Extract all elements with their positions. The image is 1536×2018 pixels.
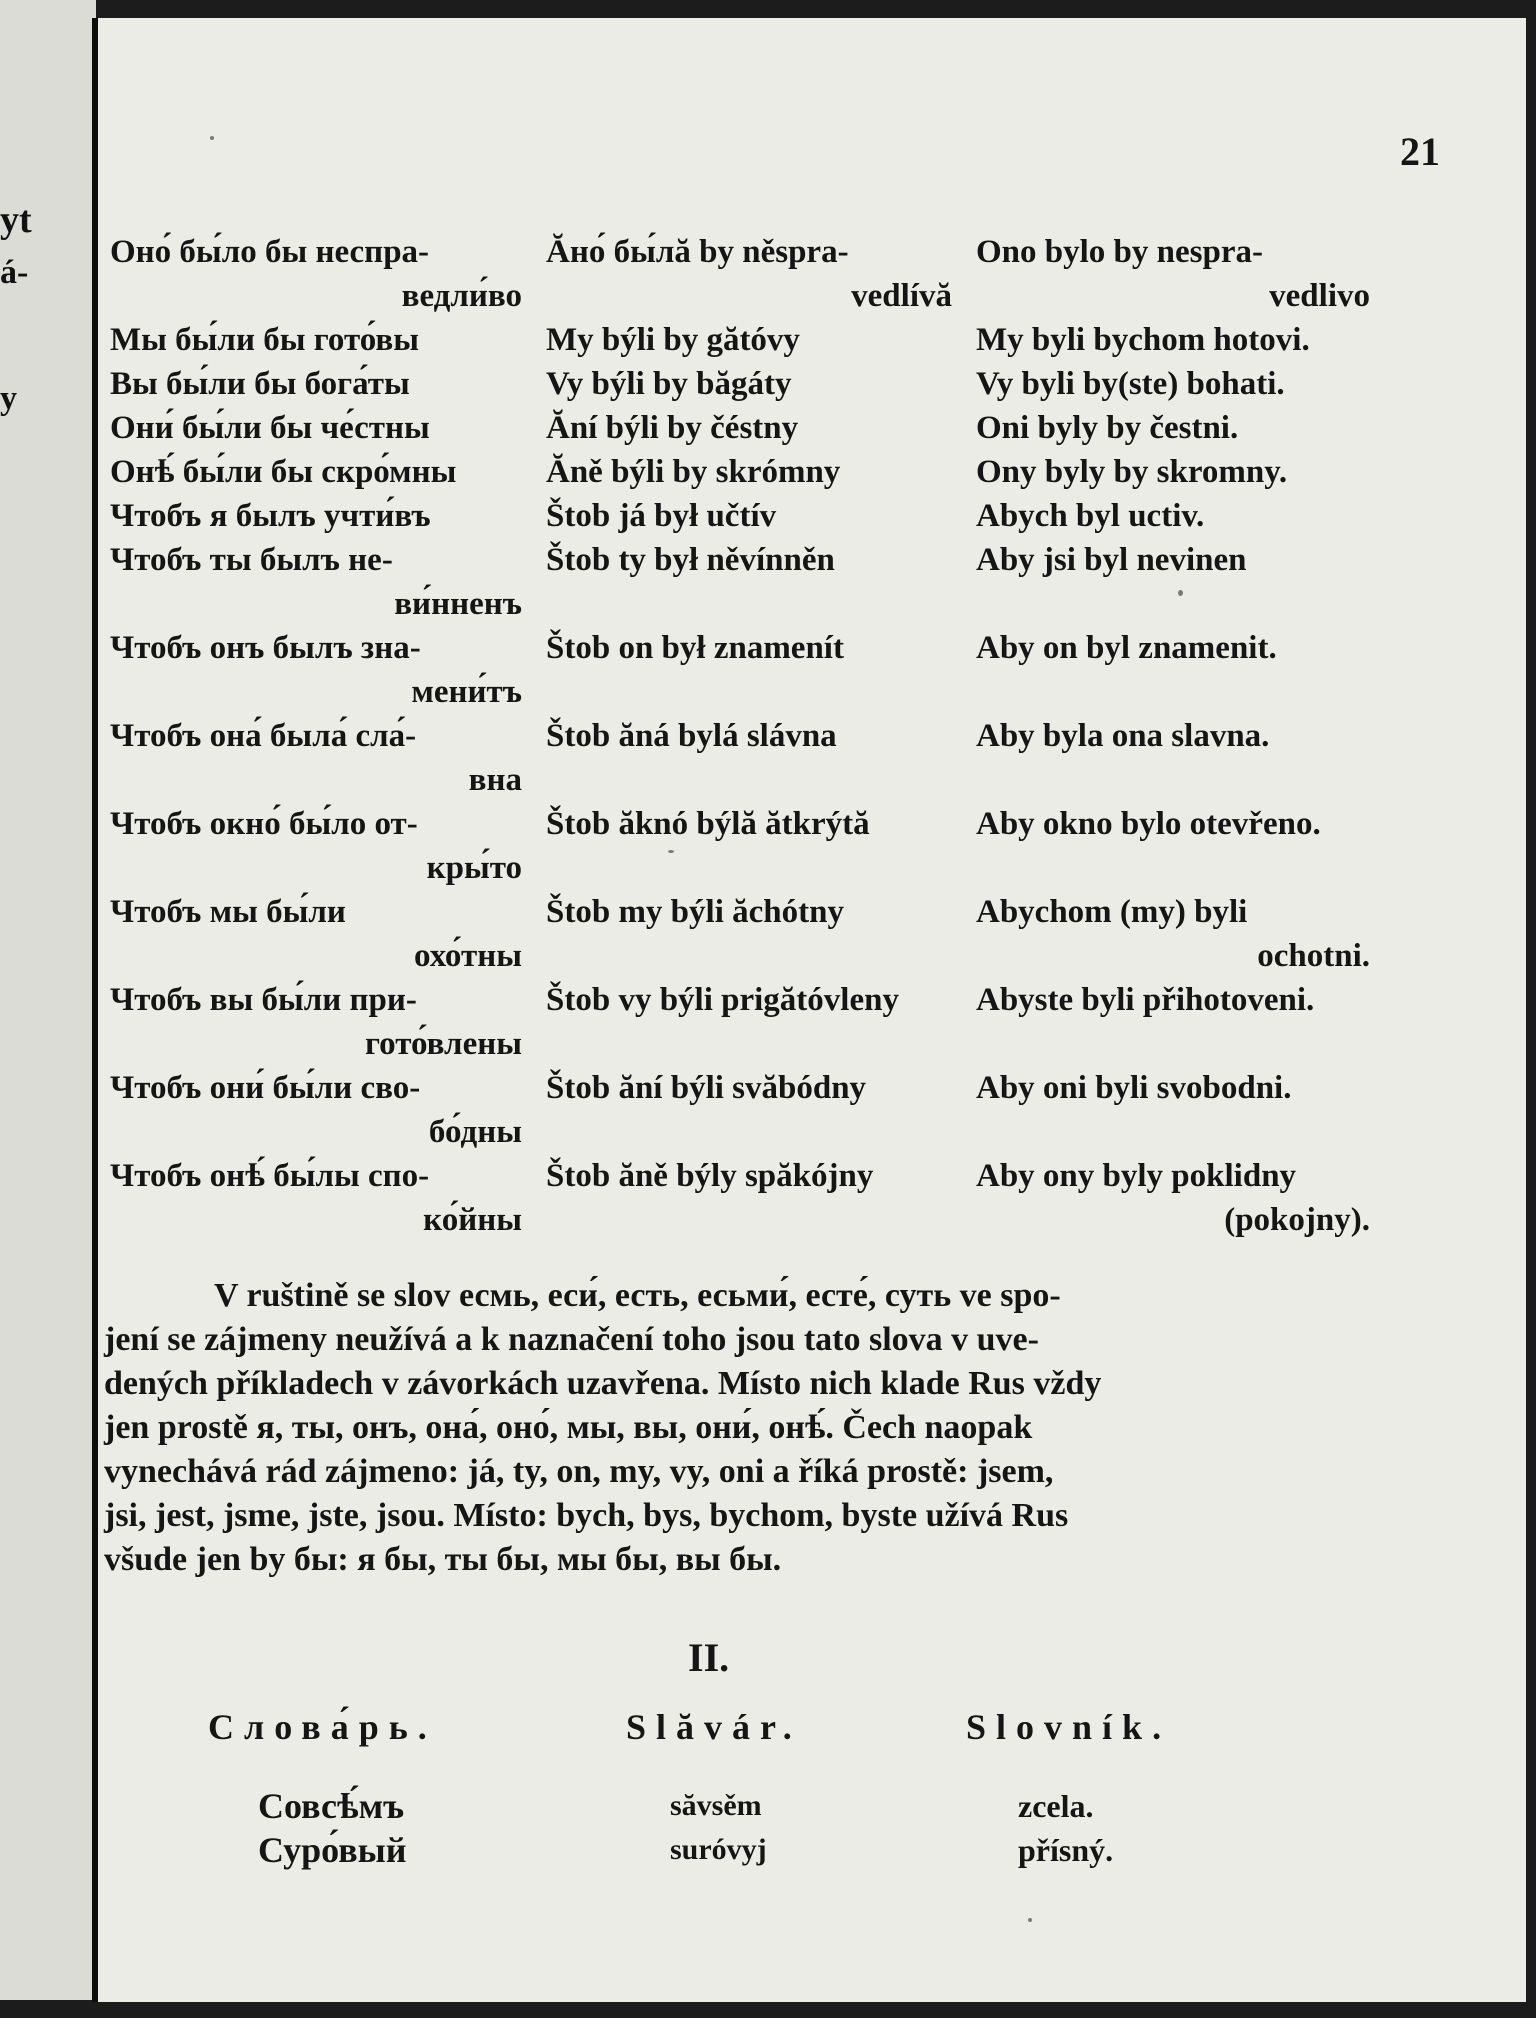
- table-row: [110, 450, 1370, 494]
- cell-line: Оно́ бы́ло бы неспра-: [110, 234, 430, 270]
- cell-line: Štob on był znamenít: [546, 630, 844, 666]
- paragraph-line: dených příkladech v závorkách uzavřena. Místo nich klade Rus vždy: [104, 1365, 1102, 1402]
- russian-cell: [110, 890, 546, 978]
- cell-line: бо́дны: [428, 1114, 522, 1150]
- left-page-fragment: y: [0, 380, 17, 417]
- table-row: [110, 802, 1370, 890]
- slovak-cell: [546, 1066, 976, 1154]
- russian-cell: [110, 318, 546, 362]
- cell-line: Чтобъ онъ былъ зна-: [110, 630, 421, 666]
- russian-cell: [110, 626, 546, 714]
- russian-cell: [110, 1154, 546, 1242]
- czech-cell: [976, 626, 1370, 714]
- left-page-fragment: á-: [0, 254, 29, 291]
- czech-cell: [976, 1066, 1370, 1154]
- paragraph-line: V ruštině se slov есмь, еси́, есть, есьми́, есте́, суть ve spo-: [214, 1277, 1061, 1314]
- left-page-edge: [0, 0, 96, 2000]
- cell-line: Aby jsi byl nevinen: [976, 542, 1247, 578]
- czech-cell: [976, 1154, 1370, 1242]
- paragraph-line: vynechává rád zájmeno: já, ty, on, my, vy, oni a říká prostě: jsem,: [104, 1453, 1054, 1490]
- vocab-entry-russian: Совсѣ́мъ: [258, 1786, 405, 1826]
- russian-cell: [110, 450, 546, 494]
- cell-line: Чтобъ я былъ учти́въ: [110, 498, 431, 534]
- russian-cell: [110, 230, 546, 318]
- slovak-cell: [546, 626, 976, 714]
- cell-line: ко́йны: [423, 1202, 522, 1238]
- cell-line: Чтобъ они́ бы́ли сво-: [110, 1070, 421, 1106]
- slovak-cell: [546, 978, 976, 1066]
- table-row: [110, 362, 1370, 406]
- page-number: 21: [1400, 129, 1440, 174]
- cell-line: вна: [468, 762, 522, 798]
- table-row: [110, 538, 1370, 626]
- cell-line: Чтобъ онѣ́ бы́лы спо-: [110, 1158, 430, 1194]
- czech-cell: [976, 714, 1370, 802]
- russian-cell: [110, 494, 546, 538]
- table-row: [110, 978, 1370, 1066]
- slovak-cell: [546, 802, 976, 890]
- table-row: [110, 626, 1370, 714]
- cell-line: Aby byla ona slavna.: [976, 718, 1270, 754]
- cell-line: ochotni.: [1257, 938, 1370, 974]
- slovak-cell: [546, 406, 976, 450]
- russian-cell: [110, 362, 546, 406]
- vocab-header-russian: Слова́рь.: [208, 1707, 437, 1747]
- cell-line: ви́нненъ: [394, 586, 522, 622]
- table-row: [110, 1066, 1370, 1154]
- cell-line: Štob ăná bylá slávna: [546, 718, 837, 754]
- paragraph-line: jsi, jest, jsme, jste, jsou. Místo: bych, bys, bychom, byste užívá Rus: [104, 1497, 1069, 1534]
- cell-line: Чтобъ она́ была́ сла́-: [110, 718, 417, 754]
- czech-cell: [976, 230, 1370, 318]
- czech-cell: [976, 450, 1370, 494]
- russian-cell: [110, 538, 546, 626]
- slovak-cell: [546, 714, 976, 802]
- czech-cell: [976, 318, 1370, 362]
- slovak-cell: [546, 538, 976, 626]
- slovak-cell: [546, 494, 976, 538]
- cell-line: Мы бы́ли бы гото́вы: [110, 322, 419, 358]
- cell-line: Oni byly by čestni.: [976, 410, 1239, 446]
- cell-line: Vy býli by băgáty: [546, 366, 792, 402]
- russian-cell: [110, 1066, 546, 1154]
- czech-cell: [976, 494, 1370, 538]
- cell-line: My býli by gătóvy: [546, 322, 800, 358]
- cell-line: Ăně býli by skrómny: [546, 454, 841, 490]
- table-row: [110, 1154, 1370, 1242]
- cell-line: Они́ бы́ли бы че́стны: [110, 410, 430, 446]
- paper-speck: [668, 850, 674, 853]
- cell-line: Онѣ́ бы́ли бы скро́мны: [110, 454, 457, 490]
- cell-line: Aby oni byli svobodni.: [976, 1070, 1292, 1106]
- slovak-cell: [546, 1154, 976, 1242]
- slovak-cell: [546, 450, 976, 494]
- grammar-paragraph: [104, 1274, 1354, 1582]
- vocab-header-slovak: Slăvár.: [626, 1707, 802, 1747]
- cell-line: Abyste byli přihotoveni.: [976, 982, 1315, 1018]
- table-row: [110, 494, 1370, 538]
- cell-line: Štob my býli ăchótny: [546, 894, 844, 930]
- paper-speck: [1028, 1918, 1032, 1922]
- cell-line: Štob vy býli prigătóvleny: [546, 982, 899, 1018]
- cell-line: Abychom (my) byli: [976, 894, 1248, 930]
- cell-line: гото́влены: [364, 1026, 522, 1062]
- cell-line: Štob ăní býli svăbódny: [546, 1070, 867, 1106]
- cell-line: ведли́во: [401, 278, 522, 314]
- vocab-entry-slovak: săvsěm: [670, 1789, 762, 1822]
- czech-cell: [976, 538, 1370, 626]
- cell-line: охо́тны: [414, 938, 522, 974]
- cell-line: My byli bychom hotovi.: [976, 322, 1310, 358]
- cell-line: Чтобъ мы бы́ли: [110, 894, 346, 930]
- cell-line: vedlívă: [851, 278, 952, 314]
- table-row: [110, 318, 1370, 362]
- book-page: [92, 18, 1526, 2002]
- paragraph-line: všude jen by бы: я бы, ты бы, мы бы, вы бы.: [104, 1541, 782, 1578]
- czech-cell: [976, 362, 1370, 406]
- cell-line: Vy byli by(ste) bohati.: [976, 366, 1285, 402]
- cell-line: Ony byly by skromny.: [976, 454, 1288, 490]
- cell-line: Aby on byl znamenit.: [976, 630, 1277, 666]
- slovak-cell: [546, 890, 976, 978]
- left-page-fragment: yt: [0, 199, 32, 241]
- vocab-header-czech: Slovník.: [966, 1707, 1172, 1747]
- vocab-entry-russian: Суро́вый: [258, 1830, 407, 1870]
- slovak-cell: [546, 318, 976, 362]
- cell-line: Ăní býli by čéstny: [546, 410, 799, 446]
- russian-cell: [110, 406, 546, 450]
- cell-line: Aby okno bylo otevřeno.: [976, 806, 1321, 842]
- paragraph-line: jení se zájmeny neužívá a k naznačení toho jsou tato slova v uve-: [104, 1321, 1039, 1358]
- russian-cell: [110, 714, 546, 802]
- russian-cell: [110, 978, 546, 1066]
- table-row: [110, 890, 1370, 978]
- cell-line: Чтобъ вы бы́ли при-: [110, 982, 417, 1018]
- slovak-cell: [546, 230, 976, 318]
- cell-line: Aby ony byly poklidny: [976, 1158, 1297, 1194]
- paper-speck: [1178, 590, 1183, 596]
- conjugation-table: [110, 230, 1370, 1242]
- cell-line: vedlivo: [1269, 278, 1370, 314]
- vocab-entry-czech: zcela.: [1018, 1788, 1094, 1824]
- paragraph-line: jen prostě я, ты, онъ, она́, оно́, мы, вы, они́, онѣ́. Čech naopak: [104, 1409, 1033, 1446]
- cell-line: Štob ăně býly spăkójny: [546, 1158, 874, 1194]
- czech-cell: [976, 406, 1370, 450]
- cell-line: Štob ăknó býlă ătkrýtă: [546, 806, 870, 842]
- cell-line: Ono bylo by nespra-: [976, 234, 1263, 270]
- cell-line: (pokojny).: [1224, 1202, 1370, 1238]
- cell-line: Вы бы́ли бы бога́ты: [110, 366, 410, 402]
- table-row: [110, 714, 1370, 802]
- table-row: [110, 406, 1370, 450]
- section-number: II.: [688, 1635, 730, 1680]
- cell-line: Чтобъ окно́ бы́ло от-: [110, 806, 418, 842]
- cell-line: мени́тъ: [411, 674, 522, 710]
- cell-line: Štob ty był něvínněn: [546, 542, 835, 578]
- vocab-entry-czech: přísný.: [1018, 1832, 1114, 1868]
- vocab-entry-slovak: suróvyj: [670, 1833, 767, 1866]
- cell-line: Abych byl uctiv.: [976, 498, 1205, 534]
- czech-cell: [976, 802, 1370, 890]
- czech-cell: [976, 890, 1370, 978]
- cell-line: Štob já był učtív: [546, 498, 777, 534]
- cell-line: Чтобъ ты былъ не-: [110, 542, 393, 578]
- cell-line: кры́то: [426, 850, 522, 886]
- russian-cell: [110, 802, 546, 890]
- table-row: [110, 230, 1370, 318]
- paper-speck: [210, 136, 214, 140]
- cell-line: Ăно́ бы́лă by něspra-: [546, 234, 849, 270]
- czech-cell: [976, 978, 1370, 1066]
- slovak-cell: [546, 362, 976, 406]
